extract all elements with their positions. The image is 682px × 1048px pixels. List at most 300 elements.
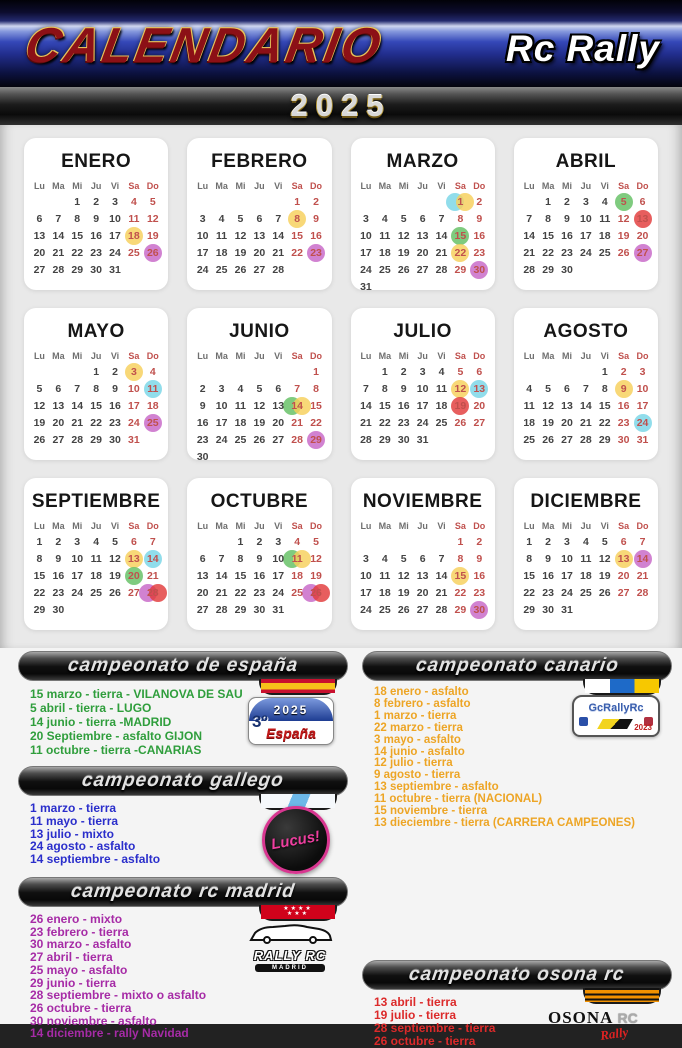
weekday-header: Do — [473, 181, 486, 191]
day-cell: 27 — [473, 417, 486, 429]
madrid-event: 30 marzo - asfalto — [30, 937, 132, 952]
day-cell: 3 — [363, 553, 369, 565]
month-day-grid — [357, 180, 489, 295]
day-cell: 1 — [74, 196, 81, 208]
day-cell: 18 — [234, 417, 247, 429]
day-cell: 10 — [636, 383, 649, 395]
day-cell: 30 — [52, 604, 65, 616]
month-card-octubre — [187, 478, 331, 630]
month-title: SEPTIEMBRE — [31, 491, 161, 512]
day-cell: 3 — [639, 366, 646, 378]
weekday-header: Mi — [398, 351, 409, 361]
weekday-header: Do — [310, 521, 323, 531]
day-cell: 26 — [617, 247, 630, 259]
day-cell: 1 — [526, 536, 533, 548]
day-cell: 26 — [598, 587, 611, 599]
empty-day-cell — [49, 364, 68, 380]
day-cell: 16 — [473, 230, 486, 242]
day-cell: 7 — [74, 383, 81, 395]
day-cell: 20 — [272, 417, 285, 429]
day-cell: 20 — [416, 247, 429, 259]
canario-event: 13 dieciembre - tierra (CARRERA CAMPEONES) — [374, 816, 635, 829]
day-cell: 2 — [476, 536, 483, 548]
day-cell: 19 — [234, 247, 247, 259]
day-cell: 25 — [378, 264, 391, 276]
osona-title: campeonato osona rc — [407, 963, 627, 985]
weekday-header: Ju — [417, 521, 428, 531]
day-cell: 4 — [130, 196, 137, 208]
day-cell: 6 — [564, 383, 570, 395]
month-title: MAYO — [67, 321, 125, 342]
header-banner — [0, 0, 682, 125]
day-cell: 24 — [196, 264, 209, 276]
day-cell: 11 — [90, 553, 102, 565]
day-cell: 17 — [128, 400, 140, 412]
day-cell: 2 — [620, 366, 627, 378]
canarias-flag-stripes — [585, 679, 659, 693]
month-title: DICIEMBRE — [530, 491, 642, 512]
day-cell: 21 — [215, 587, 228, 599]
day-cell: 5 — [601, 536, 608, 548]
day-cell: 26 — [33, 434, 46, 446]
canario-event: 15 noviembre - tierra — [374, 805, 488, 818]
weekday-header: Lu — [33, 181, 45, 191]
osona-events-list — [362, 996, 562, 1048]
weekday-header: Sa — [291, 351, 303, 361]
day-cell: 8 — [313, 383, 319, 395]
day-cell: 17 — [636, 400, 649, 412]
day-cell: 7 — [438, 213, 445, 225]
day-cell: 14 — [360, 400, 372, 412]
weekday-header: Ma — [52, 521, 65, 531]
empty-day-cell — [68, 364, 87, 380]
weekday-header: Ju — [580, 181, 592, 191]
year-text: 2025 — [290, 88, 392, 123]
madrid-flag-stars: ★★★★ ★★★ — [283, 905, 313, 917]
day-cell: 12 — [598, 553, 611, 565]
day-cell: 19 — [109, 570, 121, 582]
weekday-header: Lu — [33, 351, 45, 361]
day-cell: 4 — [582, 536, 589, 548]
weekday-header: Lu — [523, 351, 535, 361]
gallego-event: 14 septiembre - asfalto — [30, 852, 161, 867]
weekday-header: Mi — [72, 351, 83, 361]
weekday-header: Ju — [580, 521, 592, 531]
day-cell: 1 — [294, 196, 301, 208]
day-cell: 6 — [639, 196, 646, 208]
day-cell: 22 — [71, 247, 84, 259]
canario-event: 14 junio - asfalto — [374, 745, 465, 758]
day-cell: 31 — [128, 434, 140, 446]
day-cell: 9 — [199, 400, 206, 412]
empty-day-cell — [193, 194, 212, 210]
day-cell: 21 — [435, 247, 448, 259]
empty-day-cell — [576, 364, 595, 380]
day-cell: 18 — [215, 247, 228, 259]
day-cell: 15 — [234, 570, 247, 582]
day-cell: 10 — [215, 400, 228, 412]
day-cell: 26 — [397, 604, 410, 616]
day-cell: 5 — [36, 383, 43, 395]
day-cell: 14 — [143, 551, 162, 567]
day-cell: 20 — [124, 568, 143, 584]
weekday-header: Sa — [618, 521, 630, 531]
espana-rally-plate-logo — [248, 697, 334, 745]
day-cell: 17 — [215, 417, 228, 429]
day-cell: 15 — [598, 400, 611, 412]
canario-event: 13 septiembre - asfalto — [374, 781, 499, 794]
championships-right-column — [362, 651, 672, 1048]
day-cell: 27 — [196, 604, 209, 616]
weekday-header: Ma — [215, 181, 228, 191]
month-title: JULIO — [393, 321, 452, 342]
day-cell: 9 — [55, 553, 62, 565]
day-cell: 26 — [454, 417, 467, 429]
day-cell: 2 — [256, 536, 263, 548]
day-cell: 28 — [272, 264, 285, 276]
weekday-header: Vi — [437, 351, 446, 361]
day-cell: 1 — [381, 366, 388, 378]
day-cell: 27 — [33, 264, 46, 276]
day-cell: 26 — [542, 434, 554, 446]
day-cell: 8 — [545, 213, 551, 225]
day-cell: 11 — [435, 383, 448, 395]
day-cell: 23 — [52, 587, 65, 599]
day-cell: 3 — [74, 536, 81, 548]
day-cell: 20 — [416, 587, 429, 599]
day-cell: 1 — [451, 194, 470, 210]
day-cell: 4 — [601, 196, 608, 208]
month-card-julio — [351, 308, 495, 460]
day-cell: 10 — [71, 553, 84, 565]
day-cell: 28 — [435, 264, 448, 276]
espana-event: 11 octubre - tierra -CANARIAS — [30, 743, 202, 757]
calendar-grid — [0, 125, 682, 648]
weekday-header: Do — [146, 181, 159, 191]
day-cell: 7 — [363, 383, 369, 395]
weekday-header: Sa — [128, 521, 140, 531]
month-title: FEBRERO — [211, 151, 308, 172]
day-cell: 25 — [598, 247, 611, 259]
day-cell: 6 — [256, 213, 263, 225]
month-day-grid — [30, 520, 162, 618]
day-cell: 9 — [614, 381, 633, 397]
day-cell: 28 — [71, 434, 84, 446]
day-cell: 22 — [542, 247, 554, 259]
day-cell: 10 — [580, 213, 592, 225]
weekday-header: Vi — [600, 521, 609, 531]
day-cell: 25 — [234, 434, 247, 446]
day-cell: 22 — [291, 247, 303, 259]
day-cell: 17 — [71, 570, 84, 582]
weekday-header: Lu — [197, 521, 209, 531]
day-cell: 20 — [561, 417, 573, 429]
day-cell: 17 — [196, 247, 209, 259]
day-cell: 23 — [397, 417, 410, 429]
day-cell: 17 — [272, 570, 285, 582]
empty-day-cell — [250, 194, 269, 210]
day-cell: 6 — [476, 366, 483, 378]
day-cell: 27 — [617, 587, 630, 599]
empty-day-cell — [520, 194, 539, 210]
day-cell: 22 — [451, 245, 470, 261]
day-cell: 13 — [124, 551, 143, 567]
osona-logo-rc: RC — [617, 1009, 638, 1026]
day-cell: 15 — [90, 400, 102, 412]
canario-event: 22 marzo - tierra — [374, 721, 463, 734]
day-cell: 21 — [52, 247, 65, 259]
espana-plate-name: España — [266, 725, 316, 741]
day-cell: 12 — [234, 230, 247, 242]
day-cell: 31 — [109, 264, 121, 276]
day-cell: 8 — [457, 213, 464, 225]
weekday-header: Mi — [72, 181, 83, 191]
empty-day-cell — [269, 194, 288, 210]
weekday-header: Sa — [128, 351, 140, 361]
section-campeonato-canario — [362, 651, 672, 830]
day-cell: 6 — [55, 383, 62, 395]
day-cell: 1 — [93, 366, 100, 378]
weekday-header: Mi — [235, 521, 246, 531]
day-cell: 21 — [360, 417, 372, 429]
day-cell: 2 — [564, 196, 570, 208]
day-cell: 25 — [215, 264, 228, 276]
day-cell: 24 — [215, 434, 228, 446]
weekday-header: Ma — [378, 521, 392, 531]
day-cell: 24 — [416, 417, 429, 429]
day-cell: 12 — [617, 213, 630, 225]
osona-logo-script: Rally — [599, 1024, 630, 1043]
weekday-header: Sa — [618, 351, 630, 361]
day-cell: 1 — [36, 536, 43, 548]
year-banner — [0, 87, 682, 125]
rally-rc-text: RALLY RC — [253, 947, 327, 963]
weekday-header: Do — [636, 351, 649, 361]
weekday-header: Ma — [378, 351, 392, 361]
madrid-event: 29 junio - tierra — [30, 975, 117, 990]
day-cell: 30 — [542, 604, 554, 616]
day-cell: 28 — [580, 434, 592, 446]
day-cell: 28 — [435, 604, 448, 616]
canario-event: 8 febrero - asfalto — [374, 697, 471, 710]
empty-day-cell — [375, 194, 394, 210]
osona-logo-name: OSONA — [548, 1007, 614, 1027]
day-cell: 22 — [310, 417, 322, 429]
day-cell: 11 — [379, 570, 391, 582]
day-cell: 30 — [109, 434, 121, 446]
day-cell: 19 — [451, 398, 470, 414]
month-title: NOVIEMBRE — [362, 491, 483, 512]
day-cell: 8 — [36, 553, 43, 565]
day-cell: 29 — [71, 264, 84, 276]
month-day-grid — [193, 180, 325, 278]
day-cell: 27 — [416, 604, 429, 616]
day-cell: 24 — [561, 587, 573, 599]
madrid-event: 14 diciembre - rally Navidad — [30, 1026, 189, 1041]
month-title: MARZO — [386, 151, 459, 172]
day-cell: 5 — [313, 536, 319, 548]
day-cell: 21 — [146, 570, 159, 582]
day-cell: 31 — [416, 434, 429, 446]
day-cell: 11 — [216, 230, 228, 242]
madrid-event: 26 octubre - tierra — [30, 1000, 132, 1015]
day-cell: 24 — [71, 587, 84, 599]
day-cell: 30 — [470, 602, 489, 618]
day-cell: 13 — [633, 211, 652, 227]
empty-day-cell — [30, 364, 49, 380]
day-cell: 27 — [52, 434, 65, 446]
madrid-event: 28 septiembre - mixto o asfalto — [30, 988, 207, 1003]
weekday-header: Ma — [541, 181, 555, 191]
day-cell: 18 — [598, 230, 611, 242]
day-cell: 8 — [457, 553, 464, 565]
day-cell: 10 — [109, 213, 121, 225]
day-cell: 15 — [33, 570, 46, 582]
gallego-event: 11 mayo - tierra — [30, 813, 119, 828]
empty-day-cell — [394, 534, 413, 550]
day-cell: 11 — [143, 381, 162, 397]
day-cell: 18 — [291, 570, 303, 582]
day-cell: 25 — [128, 247, 140, 259]
gallego-event: 1 marzo - tierra — [30, 801, 117, 815]
day-cell: 2 — [93, 196, 100, 208]
day-cell: 13 — [196, 570, 209, 582]
day-cell: 12 — [397, 570, 410, 582]
weekday-header: Vi — [110, 181, 120, 191]
day-cell: 18 — [580, 570, 592, 582]
day-cell: 15 — [451, 228, 470, 244]
weekday-header: Vi — [274, 351, 283, 361]
weekday-header: Vi — [110, 521, 120, 531]
rally-car-icon — [245, 923, 335, 943]
day-cell: 28 — [52, 264, 65, 276]
weekday-header: Do — [636, 521, 649, 531]
day-cell: 30 — [253, 604, 266, 616]
gallego-title-bar — [18, 766, 348, 796]
day-cell: 7 — [526, 213, 533, 225]
day-cell: 4 — [237, 383, 244, 395]
day-cell: 29 — [454, 604, 467, 616]
day-cell: 6 — [36, 213, 43, 225]
spain-flag — [259, 679, 337, 695]
day-cell: 20 — [196, 587, 209, 599]
day-cell: 11 — [523, 400, 535, 412]
day-cell: 9 — [476, 213, 483, 225]
empty-day-cell — [558, 364, 577, 380]
weekday-header: Do — [310, 351, 323, 361]
day-cell: 29 — [307, 432, 326, 448]
day-cell: 16 — [52, 570, 65, 582]
lucus-logo — [262, 806, 330, 874]
day-cell: 9 — [564, 213, 570, 225]
day-cell: 18 — [124, 228, 143, 244]
day-cell: 15 — [310, 400, 322, 412]
weekday-header: Sa — [128, 181, 140, 191]
day-cell: 22 — [523, 587, 536, 599]
day-cell: 26 — [143, 245, 162, 261]
month-title: OCTUBRE — [210, 491, 309, 512]
day-cell: 11 — [128, 213, 140, 225]
day-cell: 20 — [473, 400, 486, 412]
day-cell: 16 — [397, 400, 410, 412]
weekday-header: Ma — [215, 521, 228, 531]
espana-event: 5 abril - tierra - LUGO — [30, 701, 152, 715]
day-cell: 16 — [617, 400, 630, 412]
madrid-event: 30 noviembre - asfalto — [30, 1013, 157, 1028]
weekday-header: Vi — [110, 351, 120, 361]
weekday-header: Ju — [417, 351, 428, 361]
day-cell: 3 — [564, 536, 570, 548]
gcrallyrc-year: 2023 — [634, 723, 652, 732]
day-cell: 14 — [523, 230, 536, 242]
day-cell: 6 — [199, 553, 206, 565]
canario-title-bar — [362, 651, 672, 681]
canario-event: 1 marzo - tierra — [374, 709, 457, 722]
day-cell: 2 — [545, 536, 551, 548]
day-cell: 17 — [109, 230, 121, 242]
day-cell: 31 — [561, 604, 573, 616]
day-cell: 6 — [130, 536, 137, 548]
day-cell: 5 — [149, 196, 156, 208]
section-campeonato-rc-madrid — [18, 877, 348, 1040]
day-cell: 8 — [381, 383, 388, 395]
weekday-header: Lu — [523, 181, 535, 191]
day-cell: 2 — [112, 366, 118, 378]
day-cell: 17 — [561, 570, 573, 582]
day-cell: 27 — [416, 264, 429, 276]
day-cell: 7 — [149, 536, 156, 548]
day-cell: 23 — [542, 587, 554, 599]
day-cell: 4 — [381, 213, 388, 225]
gcrallyrc-name: GcRallyRc — [588, 702, 644, 714]
day-cell: 18 — [523, 417, 536, 429]
day-cell: 8 — [288, 211, 307, 227]
day-cell: 19 — [542, 417, 554, 429]
month-day-grid — [357, 350, 489, 448]
empty-day-cell — [193, 534, 212, 550]
empty-day-cell — [250, 364, 269, 380]
weekday-header: Do — [146, 351, 159, 361]
month-card-mayo — [24, 308, 168, 460]
day-cell: 21 — [435, 587, 448, 599]
weekday-header: Ju — [580, 351, 592, 361]
day-cell: 17 — [360, 587, 372, 599]
day-cell: 10 — [416, 383, 429, 395]
day-cell: 11 — [580, 553, 592, 565]
month-day-grid — [193, 520, 325, 618]
day-cell: 10 — [196, 230, 209, 242]
madrid-sub-text: MADRID — [255, 964, 325, 972]
day-cell: 3 — [124, 364, 143, 380]
canario-event: 12 julio - tierra — [374, 757, 453, 770]
section-campeonato-gallego — [18, 766, 348, 866]
day-cell: 18 — [378, 247, 391, 259]
lucus-logo-text: Lucus! — [270, 827, 322, 853]
weekday-header: Ju — [90, 181, 102, 191]
empty-day-cell — [49, 194, 68, 210]
empty-day-cell — [357, 194, 376, 210]
osona-event: 19 julio - tierra — [374, 1007, 457, 1022]
weekday-header: Lu — [523, 521, 535, 531]
day-cell: 31 — [636, 434, 649, 446]
day-cell: 29 — [454, 264, 467, 276]
espana-plate-year: 2025 — [273, 702, 309, 717]
day-cell: 1 — [237, 536, 244, 548]
day-cell: 3 — [363, 213, 369, 225]
day-cell: 12 — [310, 553, 322, 565]
day-cell: 22 — [378, 417, 391, 429]
madrid-title: campeonato rc madrid — [69, 880, 297, 902]
